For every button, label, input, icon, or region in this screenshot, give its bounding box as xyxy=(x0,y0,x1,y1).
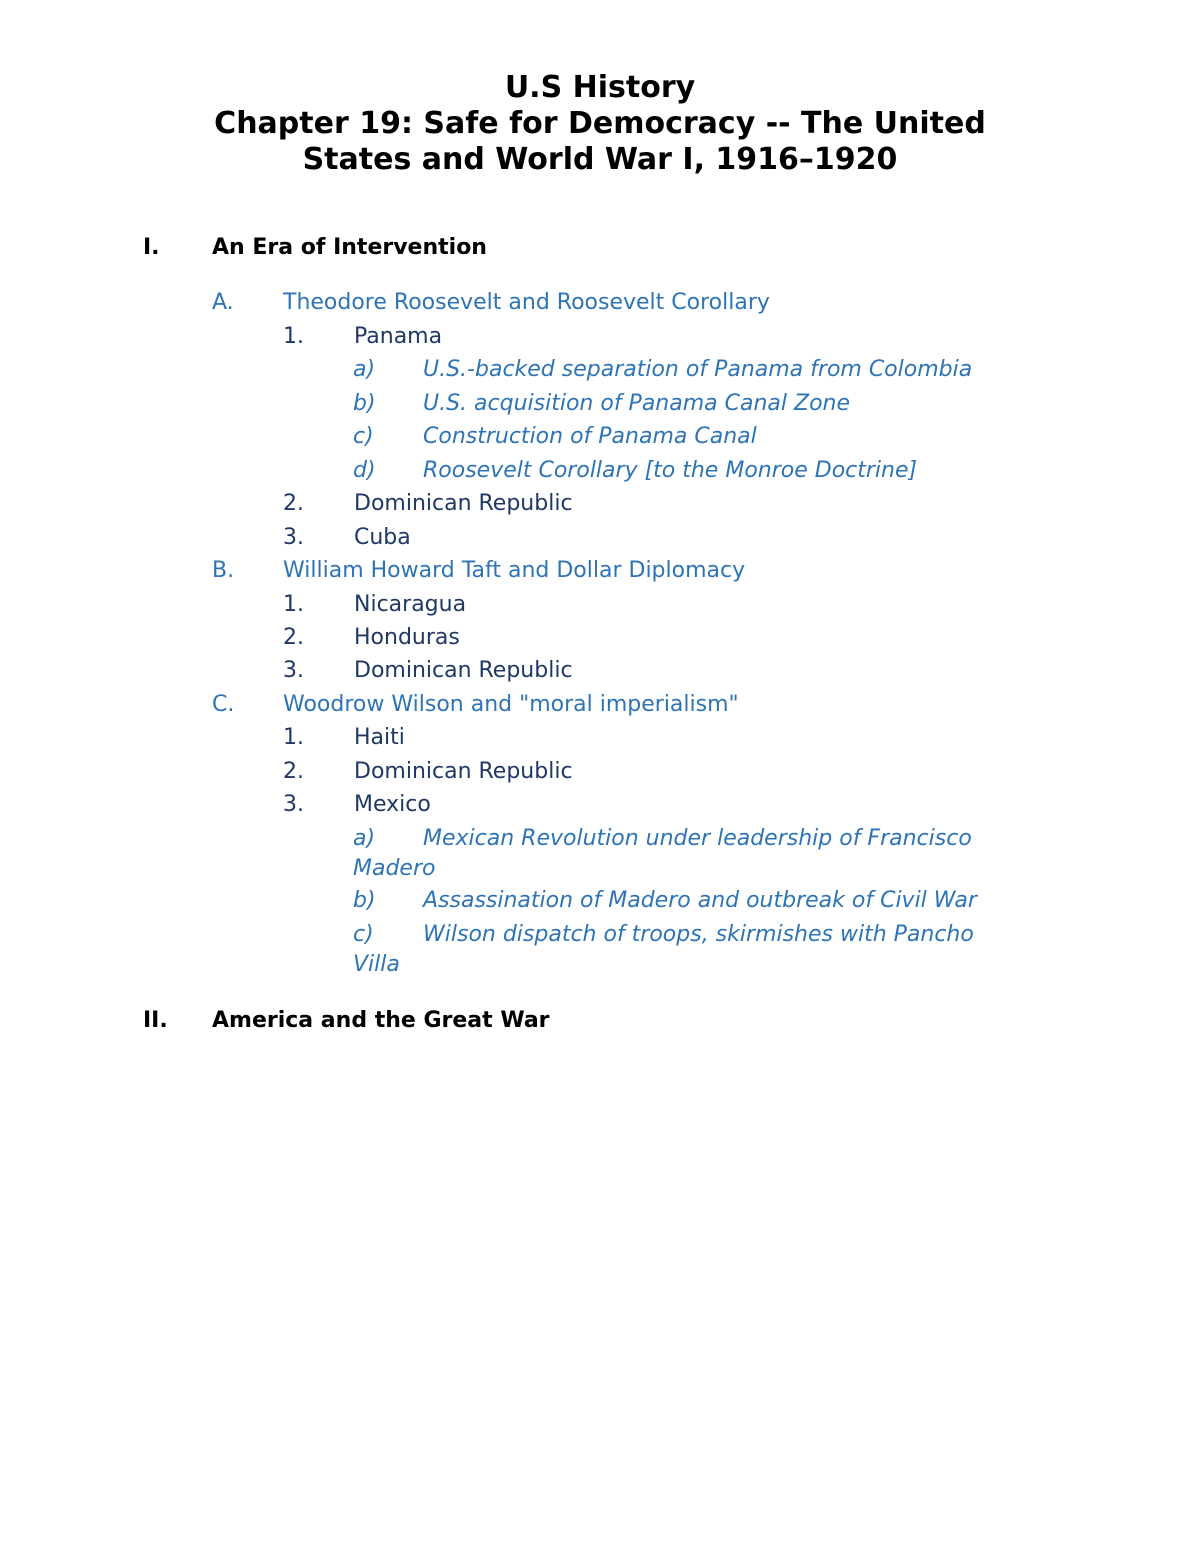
outline-marker: c) xyxy=(353,922,374,947)
outline-marker: B. xyxy=(212,558,235,583)
outline-text: Theodore Roosevelt and Roosevelt Corollary xyxy=(283,290,770,315)
outline-heading: America and the Great War xyxy=(212,1008,550,1033)
outline-text: Roosevelt Corollary [to the Monroe Doctrine] xyxy=(423,458,918,483)
outline-marker: 3. xyxy=(283,792,304,817)
outline-marker: 2. xyxy=(283,759,304,784)
outline-marker: 2. xyxy=(283,625,304,650)
outline-text: Woodrow Wilson and "moral imperialism" xyxy=(283,692,739,717)
outline-text: Nicaragua xyxy=(354,592,467,617)
outline-text: U.S.-backed separation of Panama from Colombia xyxy=(423,357,973,382)
outline-text: William Howard Taft and Dollar Diplomacy xyxy=(283,558,746,583)
outline-marker: 1. xyxy=(283,592,304,617)
outline-marker: 1. xyxy=(283,324,304,349)
outline-marker: 3. xyxy=(283,525,304,550)
outline-text: Mexico xyxy=(354,792,431,817)
outline-marker: A. xyxy=(212,290,234,315)
outline-marker: b) xyxy=(353,391,376,416)
outline-marker: c) xyxy=(353,424,374,449)
outline-marker: C. xyxy=(212,692,235,717)
outline-marker: 3. xyxy=(283,658,304,683)
outline-marker: I. xyxy=(143,235,160,260)
outline-marker: a) xyxy=(353,826,376,851)
outline-marker: II. xyxy=(143,1008,168,1033)
outline-text: Dominican Republic xyxy=(354,658,573,683)
outline-text: Wilson dispatch of troops, skirmishes with Pancho Villa xyxy=(353,922,974,977)
outline-text: Haiti xyxy=(354,725,405,750)
title-line-1: U.S History xyxy=(504,70,696,105)
outline-text: Dominican Republic xyxy=(354,759,573,784)
outline-item-C3a xyxy=(353,824,1023,884)
outline-marker: 2. xyxy=(283,491,304,516)
outline-text: Assassination of Madero and outbreak of Civil War xyxy=(423,888,977,913)
title-line-3: States and World War I, 1916–1920 xyxy=(302,142,898,177)
outline-text: Panama xyxy=(354,324,443,349)
outline-text: Mexican Revolution under leadership of Francisco Madero xyxy=(353,826,972,881)
outline-heading: An Era of Intervention xyxy=(212,235,487,260)
document-title xyxy=(0,70,1200,178)
outline-marker: d) xyxy=(353,458,376,483)
title-line-2: Chapter 19: Safe for Democracy -- The United xyxy=(214,106,986,141)
outline-text: U.S. acquisition of Panama Canal Zone xyxy=(423,391,851,416)
outline-marker: b) xyxy=(353,888,376,913)
outline-text: Dominican Republic xyxy=(354,491,573,516)
outline-text: Cuba xyxy=(354,525,411,550)
outline-text: Honduras xyxy=(354,625,460,650)
outline-marker: 1. xyxy=(283,725,304,750)
outline-marker: a) xyxy=(353,357,376,382)
outline-text: Construction of Panama Canal xyxy=(423,424,757,449)
outline-item-C3c xyxy=(353,920,1023,980)
